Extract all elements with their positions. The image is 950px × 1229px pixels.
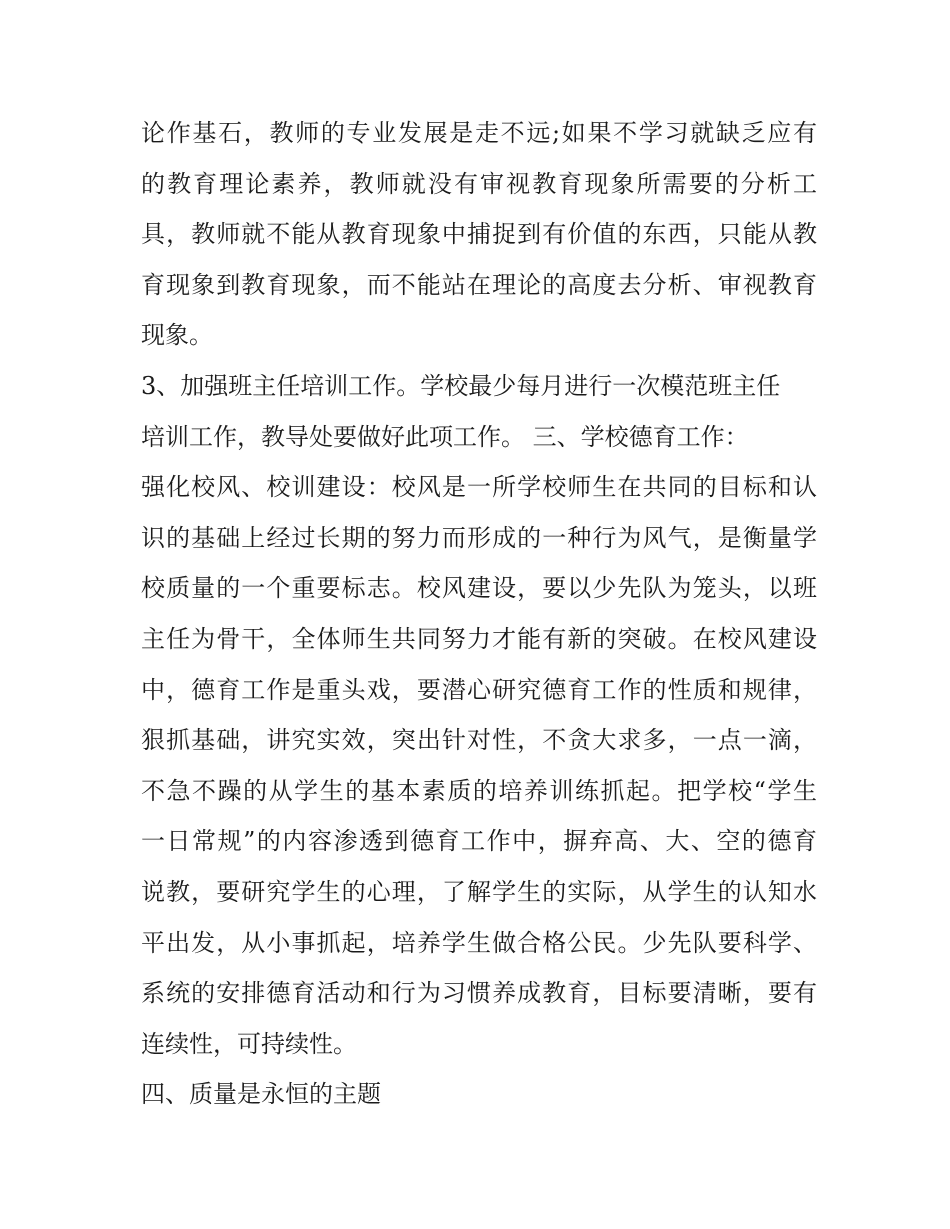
text-line: 的教育理论素养，教师就没有审视教育现象所需要的分析工 — [141, 169, 817, 198]
text-line: 主任为骨干，全体师生共同努力才能有新的突破。在校风建设 — [141, 624, 817, 653]
text-line: 狠抓基础，讲究实效，突出针对性，不贪大求多，一点一滴， — [141, 726, 817, 755]
text-line: 一日常规”的内容渗透到德育工作中，摒弃高、大、空的德育 — [141, 827, 817, 856]
text-line: 连续性，可持续性。 — [141, 1029, 357, 1058]
text-line: 育现象到教育现象，而不能站在理论的高度去分析、审视教育 — [141, 270, 817, 299]
text-line: 培训工作，教导处要做好此项工作。 三、学校德育工作： — [141, 422, 749, 451]
text-line: 中，德育工作是重头戏，要潜心研究德育工作的性质和规律， — [141, 675, 817, 704]
body-text — [141, 108, 817, 1120]
text-line: 强化校风、校训建设：校风是一所学校师生在共同的目标和认 — [141, 473, 817, 502]
section-heading: 四、质量是永恒的主题 — [141, 1080, 381, 1109]
text-line: 系统的安排德育活动和行为习惯养成教育，目标要清晰，要有 — [141, 979, 817, 1008]
text-line: 不急不躁的从学生的基本素质的培养训练抓起。把学校“学生 — [141, 776, 817, 805]
text-line: 论作基石，教师的专业发展是走不远;如果不学习就缺乏应有 — [141, 119, 817, 147]
text-line: 现象。 — [141, 321, 213, 350]
text-line: 识的基础上经过长期的努力而形成的一种行为风气，是衡量学 — [141, 523, 817, 552]
text-line: 说教，要研究学生的心理，了解学生的实际，从学生的认知水 — [141, 877, 817, 906]
text-line: 平出发，从小事抓起，培养学生做合格公民。少先队要科学、 — [141, 928, 817, 957]
text-line: 3、加强班主任培训工作。学校最少每月进行一次模范班主任 — [141, 371, 781, 400]
text-line: 校质量的一个重要标志。校风建设，要以少先队为笼头，以班 — [141, 574, 817, 603]
text-line: 具，教师就不能从教育现象中捕捉到有价值的东西，只能从教 — [141, 220, 817, 249]
